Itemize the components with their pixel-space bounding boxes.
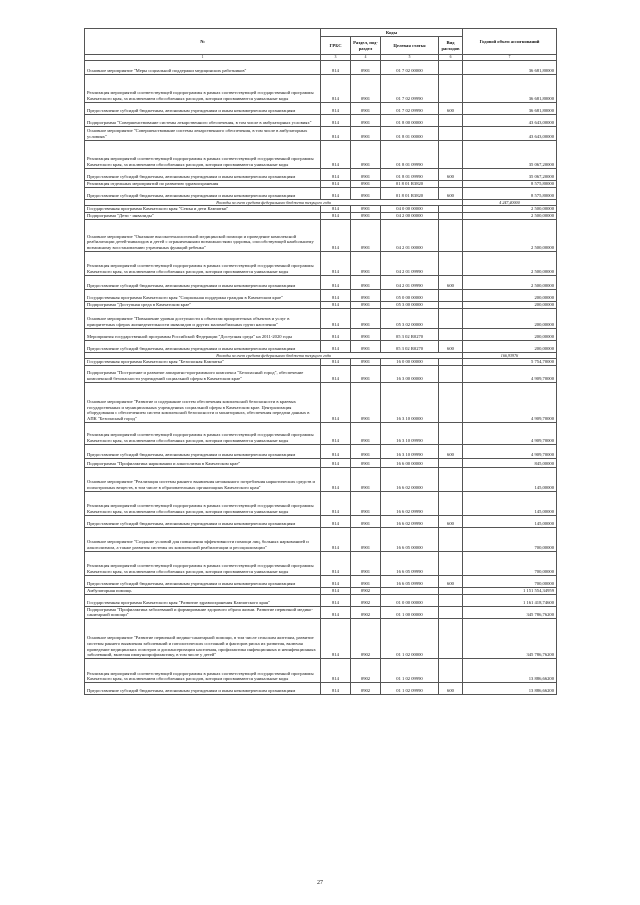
row-expense-type: 600: [439, 515, 463, 527]
row-section-code: 0901: [351, 340, 381, 352]
row-grbs-code: 814: [321, 491, 351, 515]
row-grbs-code: 814: [321, 467, 351, 491]
row-section-code: 0901: [351, 74, 381, 102]
row-expense-type: [439, 308, 463, 328]
row-section-code: 0901: [351, 382, 381, 422]
row-description: Предоставление субсидий бюджетным, автономным учреждениям и иным некоммерческим организациям: [85, 575, 321, 587]
row-description: Предоставление субсидий бюджетным, автономным учреждениям и иным некоммерческим организациям: [85, 682, 321, 694]
row-section-code: 0901: [351, 328, 381, 340]
row-target-article: 05 3 02 R0270: [381, 340, 439, 352]
row-description: Основное мероприятие "Повышение уровня доступности к объектам приоритетных объектов и услуг в приоритетных сферах жизнедеятельности инвалидов и других маломобильных групп населения": [85, 308, 321, 328]
table-row: [85, 275, 557, 289]
row-expense-type: [439, 205, 463, 212]
row-target-article: 01 1 02 09990: [381, 658, 439, 682]
row-grbs-code: 814: [321, 382, 351, 422]
row-section-code: 0901: [351, 422, 381, 444]
table-row: [85, 102, 557, 114]
row-description: Подпрограмма "Построение и развитие аппаратно-программного комплекса "Безопасный город", обеспечение комплексной безопасности учреждений социальной сферы в Камчатском крае": [85, 365, 321, 382]
row-section-code: 0901: [351, 575, 381, 587]
row-expense-type: 600: [439, 275, 463, 289]
row-amount: 8 575,80000: [463, 187, 557, 199]
table-row: [85, 219, 557, 251]
column-index: 3: [321, 55, 351, 61]
row-target-article: 01 7 02 09990: [381, 74, 439, 102]
row-expense-type: [439, 618, 463, 658]
row-amount: 13 886,66200: [463, 658, 557, 682]
table-row: [85, 587, 557, 594]
row-description: Подпрограмма "Доступная среда в Камчатском крае": [85, 301, 321, 308]
row-grbs-code: 814: [321, 551, 351, 575]
row-amount: 2 500,00000: [463, 219, 557, 251]
row-target-article: 01 7 02 00000: [381, 60, 439, 74]
row-target-article: 01 1 00 00000: [381, 606, 439, 618]
row-grbs-code: 814: [321, 606, 351, 618]
row-expense-type: 600: [439, 340, 463, 352]
row-grbs-code: 814: [321, 301, 351, 308]
row-description: Реализация мероприятий соответствующей подпрограммы в рамках соответствующей государственной программы Камчатского края, за исключением обособленных расходов, которым присваиваются уникальные коды: [85, 491, 321, 515]
row-target-article: 16 3 10 00000: [381, 382, 439, 422]
row-section-code: 0901: [351, 358, 381, 365]
row-expense-type: [439, 422, 463, 444]
row-expense-type: 600: [439, 168, 463, 180]
row-expense-type: [439, 328, 463, 340]
row-expense-type: [439, 587, 463, 594]
row-amount: 4 909,70000: [463, 382, 557, 422]
row-section-code: 0902: [351, 606, 381, 618]
row-expense-type: [439, 458, 463, 467]
row-grbs-code: 814: [321, 422, 351, 444]
row-expense-type: [439, 74, 463, 102]
row-amount: 8 575,80000: [463, 180, 557, 187]
header-grbs: ГРБС: [321, 37, 351, 55]
row-target-article: [381, 587, 439, 594]
funding-note-amount: 4 247,40000: [463, 199, 557, 205]
row-amount: 36 681,80000: [463, 102, 557, 114]
row-section-code: 0901: [351, 205, 381, 212]
row-description: Подпрограмма "Дети - инвалиды": [85, 212, 321, 219]
header-num: №: [85, 29, 321, 55]
column-index: 5: [381, 55, 439, 61]
row-expense-type: [439, 527, 463, 551]
row-expense-type: [439, 551, 463, 575]
row-section-code: 0901: [351, 527, 381, 551]
row-description: Государственная программа Камчатского края "Развитие здравоохранения Камчатского края": [85, 594, 321, 606]
header-volume: Годовой объем ассигнований: [463, 29, 557, 55]
table-row: [85, 212, 557, 219]
row-amount: 2 500,00000: [463, 275, 557, 289]
row-section-code: 0901: [351, 102, 381, 114]
header-expense-type: Вид расходов: [439, 37, 463, 55]
row-expense-type: [439, 467, 463, 491]
row-target-article: 04 2 00 00000: [381, 212, 439, 219]
row-section-code: 0902: [351, 682, 381, 694]
row-grbs-code: 814: [321, 219, 351, 251]
row-description: Государственная программа Камчатского края "Семья и дети Камчатки": [85, 205, 321, 212]
row-section-code: 0902: [351, 618, 381, 658]
row-grbs-code: 814: [321, 587, 351, 594]
row-expense-type: 600: [439, 102, 463, 114]
row-target-article: 16 3 00 00000: [381, 365, 439, 382]
row-expense-type: [439, 301, 463, 308]
row-expense-type: 600: [439, 575, 463, 587]
row-amount: 200,00000: [463, 301, 557, 308]
row-grbs-code: 814: [321, 275, 351, 289]
row-grbs-code: 814: [321, 682, 351, 694]
row-section-code: 0901: [351, 180, 381, 187]
row-expense-type: [439, 289, 463, 301]
column-index: 7: [463, 55, 557, 61]
row-section-code: 0901: [351, 168, 381, 180]
table-row: [85, 251, 557, 275]
row-section-code: 0901: [351, 458, 381, 467]
row-description: Подпрограмма "Профилактика заболеваний и формирование здорового образа жизни. Развитие первичной медико-санитарной помощи": [85, 606, 321, 618]
row-description: Реализация мероприятий соответствующей подпрограммы в рамках соответствующей государственной программы Камчатского края, за исключением обособленных расходов, которым присваиваются уникальные коды: [85, 551, 321, 575]
row-description: Подпрограмма "Профилактика наркомании и алкоголизма в Камчатском крае": [85, 458, 321, 467]
row-description: Предоставление субсидий бюджетным, автономным учреждениям и иным некоммерческим организациям: [85, 187, 321, 199]
row-amount: 35 067,20000: [463, 168, 557, 180]
funding-note-text: Расходы за счет средств федерального бюджета текущего года: [85, 199, 463, 205]
table-row: [85, 575, 557, 587]
row-description: Основное мероприятие "Развитие и содержание систем обеспечения комплексной безопасности в краевых государственных и муниципальных учреждениях социальной сферы в Камчатском крае. Централизация оборудования с обеспечением систем комплексной безопасности и мониторинга, обеспечения передачи данных в АПК "Безопасный город": [85, 382, 321, 422]
budget-table-sheet: [84, 28, 556, 695]
table-row: [85, 682, 557, 694]
table-row: [85, 126, 557, 140]
row-description: Основное мероприятие "Развитие первичной медико-санитарной помощи, в том числе сельским жителям, развитие системы раннего выявления заболеваний и патологических состояний и факторов риска их развития, включая проведение медицинских осмотров и диспансеризации населения, профилактика инфекционных и неинфекционных заболеваний, включая иммунопрофилактику, в том числе у детей": [85, 618, 321, 658]
row-grbs-code: 814: [321, 60, 351, 74]
row-target-article: 16 3 10 09990: [381, 422, 439, 444]
row-description: Предоставление субсидий бюджетным, автономным учреждениям и иным некоммерческим организациям: [85, 515, 321, 527]
row-section-code: 0901: [351, 114, 381, 126]
row-description: Реализация отдельных мероприятий по развитию здравоохранения: [85, 180, 321, 187]
row-section-code: 0901: [351, 187, 381, 199]
row-target-article: 16 6 02 09990: [381, 491, 439, 515]
row-description: Государственная программа Камчатского края "Безопасная Камчатка": [85, 358, 321, 365]
row-expense-type: [439, 658, 463, 682]
row-section-code: 0901: [351, 140, 381, 168]
row-section-code: 0901: [351, 212, 381, 219]
table-row: [85, 114, 557, 126]
row-description: Государственная программа Камчатского края "Социальная поддержка граждан в Камчатском крае": [85, 289, 321, 301]
table-row: [85, 606, 557, 618]
row-amount: 4 909,70000: [463, 422, 557, 444]
row-description: Основное мероприятие "Совершенствование системы лекарственного обеспечения, в том числе в амбулаторных условиях": [85, 126, 321, 140]
row-section-code: 0901: [351, 275, 381, 289]
table-row: [85, 140, 557, 168]
row-target-article: 16 6 05 09990: [381, 551, 439, 575]
table-body: [85, 60, 557, 694]
table-row: [85, 365, 557, 382]
row-target-article: 01 1 02 00000: [381, 618, 439, 658]
row-amount: 700,00000: [463, 527, 557, 551]
row-target-article: 01 0 00 00000: [381, 594, 439, 606]
row-grbs-code: 814: [321, 140, 351, 168]
row-target-article: 04 2 01 09990: [381, 275, 439, 289]
row-target-article: 16 6 05 09990: [381, 575, 439, 587]
row-description: Подпрограмма "Совершенствование системы лекарственного обеспечения, в том числе в амбулаторных условиях": [85, 114, 321, 126]
row-target-article: 01 7 02 09990: [381, 102, 439, 114]
row-grbs-code: 814: [321, 74, 351, 102]
row-target-article: 05 3 02 00000: [381, 308, 439, 328]
row-amount: 345 786,76200: [463, 618, 557, 658]
row-expense-type: [439, 365, 463, 382]
row-expense-type: 600: [439, 682, 463, 694]
row-expense-type: [439, 126, 463, 140]
row-amount: 43 643,00000: [463, 114, 557, 126]
row-section-code: 0901: [351, 289, 381, 301]
row-description: Реализация мероприятий соответствующей подпрограммы в рамках соответствующей государственной программы Камчатского края, за исключением обособленных расходов, которым присваиваются уникальные коды: [85, 658, 321, 682]
row-section-code: 0901: [351, 444, 381, 458]
row-section-code: 0901: [351, 515, 381, 527]
row-amount: 2 500,00000: [463, 205, 557, 212]
row-amount: 5 754,70000: [463, 358, 557, 365]
row-expense-type: [439, 140, 463, 168]
row-grbs-code: 814: [321, 168, 351, 180]
row-description: Основное мероприятие "Меры социальной поддержки медицинских работников": [85, 60, 321, 74]
row-grbs-code: 814: [321, 365, 351, 382]
row-grbs-code: 814: [321, 618, 351, 658]
table-row: [85, 527, 557, 551]
header-codes: Коды: [321, 29, 463, 37]
table-row: [85, 467, 557, 491]
row-target-article: 05 3 00 00000: [381, 301, 439, 308]
header-razdel: Раздел, под-раздел: [351, 37, 381, 55]
row-grbs-code: 814: [321, 102, 351, 114]
row-grbs-code: 814: [321, 458, 351, 467]
row-target-article: 16 6 02 00000: [381, 467, 439, 491]
funding-note-amount: 166,93976: [463, 352, 557, 358]
table-header: [85, 29, 557, 61]
funding-note-text: Расходы за счет средств федерального бюджета текущего года: [85, 352, 463, 358]
table-row: [85, 358, 557, 365]
table-row: [85, 328, 557, 340]
row-grbs-code: 814: [321, 594, 351, 606]
row-description: Мероприятия государственной программы Российской Федерации "Доступная среда" на 2011-2020 годы: [85, 328, 321, 340]
row-amount: 2 500,00000: [463, 212, 557, 219]
row-amount: 2 500,00000: [463, 251, 557, 275]
table-row: [85, 444, 557, 458]
row-description: Основное мероприятие "Оказание высокотехнологичной медицинской помощи и проведение комплексной реабилитации детей-инвалидов и детей с ограниченными возможностями здоровья, способствующей наибольшему возможному восстановлению утраченных функций ребенка": [85, 219, 321, 251]
table-row: [85, 382, 557, 422]
row-section-code: 0901: [351, 126, 381, 140]
row-section-code: 0901: [351, 491, 381, 515]
row-target-article: 01 1 02 09990: [381, 682, 439, 694]
row-expense-type: [439, 594, 463, 606]
table-row: [85, 168, 557, 180]
row-target-article: 01 8 01 R3820: [381, 180, 439, 187]
header-target-article: Целевая статья: [381, 37, 439, 55]
row-section-code: 0901: [351, 365, 381, 382]
row-target-article: 01 8 01 R3820: [381, 187, 439, 199]
row-expense-type: 600: [439, 444, 463, 458]
table-row: [85, 205, 557, 212]
row-target-article: 04 2 01 00000: [381, 219, 439, 251]
row-target-article: 16 0 00 00000: [381, 358, 439, 365]
row-amount: 43 643,00000: [463, 126, 557, 140]
table-row: [85, 618, 557, 658]
table-row: [85, 422, 557, 444]
row-description: Предоставление субсидий бюджетным, автономным учреждениям и иным некоммерческим организациям: [85, 340, 321, 352]
row-amount: 200,00000: [463, 328, 557, 340]
row-expense-type: [439, 382, 463, 422]
row-target-article: 05 3 02 R0270: [381, 328, 439, 340]
row-description: Предоставление субсидий бюджетным, автономным учреждениям и иным некоммерческим организациям: [85, 102, 321, 114]
row-amount: 845,00000: [463, 458, 557, 467]
row-target-article: 04 2 01 09990: [381, 251, 439, 275]
row-amount: 1 151 554,34959: [463, 587, 557, 594]
row-target-article: 01 8 01 09990: [381, 168, 439, 180]
row-grbs-code: 814: [321, 187, 351, 199]
row-target-article: 16 3 10 09990: [381, 444, 439, 458]
row-target-article: 01 8 00 00000: [381, 114, 439, 126]
table-row: [85, 594, 557, 606]
row-expense-type: [439, 606, 463, 618]
row-amount: 4 909,70000: [463, 365, 557, 382]
row-description: Основное мероприятие "Реализация системы раннего выявления незаконного потребления наркотических средств и психотропных веществ, в том числе в образовательных организациях Камчатского края": [85, 467, 321, 491]
row-section-code: 0901: [351, 219, 381, 251]
row-description: Реализация мероприятий соответствующей подпрограммы в рамках соответствующей государственной программы Камчатского края, за исключением обособленных расходов, которым присваиваются уникальные коды: [85, 251, 321, 275]
row-expense-type: [439, 219, 463, 251]
row-amount: 1 161 418,74600: [463, 594, 557, 606]
table-row: [85, 74, 557, 102]
row-target-article: 05 0 00 00000: [381, 289, 439, 301]
row-amount: 4 909,70000: [463, 444, 557, 458]
column-index: 1: [85, 55, 321, 61]
row-description: Предоставление субсидий бюджетным, автономным учреждениям и иным некоммерческим организациям: [85, 275, 321, 289]
budget-table: [84, 28, 557, 695]
row-grbs-code: 814: [321, 527, 351, 551]
row-amount: 200,00000: [463, 340, 557, 352]
row-description: Реализация мероприятий соответствующей подпрограммы в рамках соответствующей государственной программы Камчатского края, за исключением обособленных расходов, которым присваиваются уникальные коды: [85, 140, 321, 168]
table-row: [85, 551, 557, 575]
row-section-code: 0901: [351, 301, 381, 308]
row-expense-type: [439, 60, 463, 74]
row-grbs-code: 814: [321, 658, 351, 682]
table-row: [85, 658, 557, 682]
row-amount: 700,00000: [463, 551, 557, 575]
row-grbs-code: 814: [321, 444, 351, 458]
row-target-article: 01 8 01 00000: [381, 126, 439, 140]
row-section-code: 0901: [351, 308, 381, 328]
row-description: Амбулаторная помощь: [85, 587, 321, 594]
row-grbs-code: 814: [321, 575, 351, 587]
row-expense-type: [439, 491, 463, 515]
row-amount: 200,00000: [463, 308, 557, 328]
row-description: Реализация мероприятий соответствующей подпрограммы в рамках соответствующей государственной программы Камчатского края, за исключением обособленных расходов, которым присваиваются уникальные коды: [85, 74, 321, 102]
row-amount: 145,00000: [463, 467, 557, 491]
row-target-article: 01 8 01 09990: [381, 140, 439, 168]
row-grbs-code: 814: [321, 358, 351, 365]
table-row: [85, 340, 557, 352]
row-description: Основное мероприятие "Создание условий для повышения эффективности помощи лиц, больных наркоманией и алкоголизмом, а также развития системы их комплексной реабилитации и ресоциализации": [85, 527, 321, 551]
row-amount: 145,00000: [463, 491, 557, 515]
row-amount: 345 786,76200: [463, 606, 557, 618]
row-section-code: 0901: [351, 551, 381, 575]
row-section-code: 0902: [351, 587, 381, 594]
row-amount: 200,00000: [463, 289, 557, 301]
row-section-code: 0901: [351, 251, 381, 275]
row-grbs-code: 814: [321, 205, 351, 212]
table-row: [85, 458, 557, 467]
row-description: Реализация мероприятий соответствующей подпрограммы в рамках соответствующей государственной программы Камчатского края, за исключением обособленных расходов, которым присваиваются уникальные коды: [85, 422, 321, 444]
table-row: [85, 301, 557, 308]
row-grbs-code: 814: [321, 212, 351, 219]
row-grbs-code: 814: [321, 328, 351, 340]
table-row: [85, 515, 557, 527]
row-amount: 13 886,66200: [463, 682, 557, 694]
table-row: [85, 60, 557, 74]
row-grbs-code: 814: [321, 289, 351, 301]
row-section-code: 0901: [351, 467, 381, 491]
row-section-code: 0902: [351, 658, 381, 682]
row-target-article: 16 6 02 09990: [381, 515, 439, 527]
column-index: 4: [351, 55, 381, 61]
row-amount: 145,00000: [463, 515, 557, 527]
table-row: [85, 491, 557, 515]
table-row: [85, 180, 557, 187]
row-section-code: 0901: [351, 60, 381, 74]
row-amount: 700,00000: [463, 575, 557, 587]
row-description: Предоставление субсидий бюджетным, автономным учреждениям и иным некоммерческим организациям: [85, 444, 321, 458]
row-amount: 36 681,80000: [463, 60, 557, 74]
row-grbs-code: 814: [321, 180, 351, 187]
row-amount: 35 067,20000: [463, 140, 557, 168]
table-row: [85, 289, 557, 301]
row-expense-type: [439, 358, 463, 365]
table-row: [85, 308, 557, 328]
row-section-code: 0902: [351, 594, 381, 606]
row-grbs-code: 814: [321, 340, 351, 352]
row-expense-type: [439, 180, 463, 187]
row-grbs-code: 814: [321, 515, 351, 527]
table-row: [85, 187, 557, 199]
column-index: 6: [439, 55, 463, 61]
row-expense-type: 600: [439, 187, 463, 199]
row-description: Предоставление субсидий бюджетным, автономным учреждениям и иным некоммерческим организациям: [85, 168, 321, 180]
page-number: 27: [317, 880, 323, 886]
row-expense-type: [439, 212, 463, 219]
row-target-article: 04 0 00 00000: [381, 205, 439, 212]
row-expense-type: [439, 251, 463, 275]
row-amount: 36 681,80000: [463, 74, 557, 102]
row-grbs-code: 814: [321, 126, 351, 140]
row-grbs-code: 814: [321, 308, 351, 328]
row-target-article: 16 6 05 00000: [381, 527, 439, 551]
row-grbs-code: 814: [321, 114, 351, 126]
row-expense-type: [439, 114, 463, 126]
row-grbs-code: 814: [321, 251, 351, 275]
row-target-article: 16 6 00 00000: [381, 458, 439, 467]
